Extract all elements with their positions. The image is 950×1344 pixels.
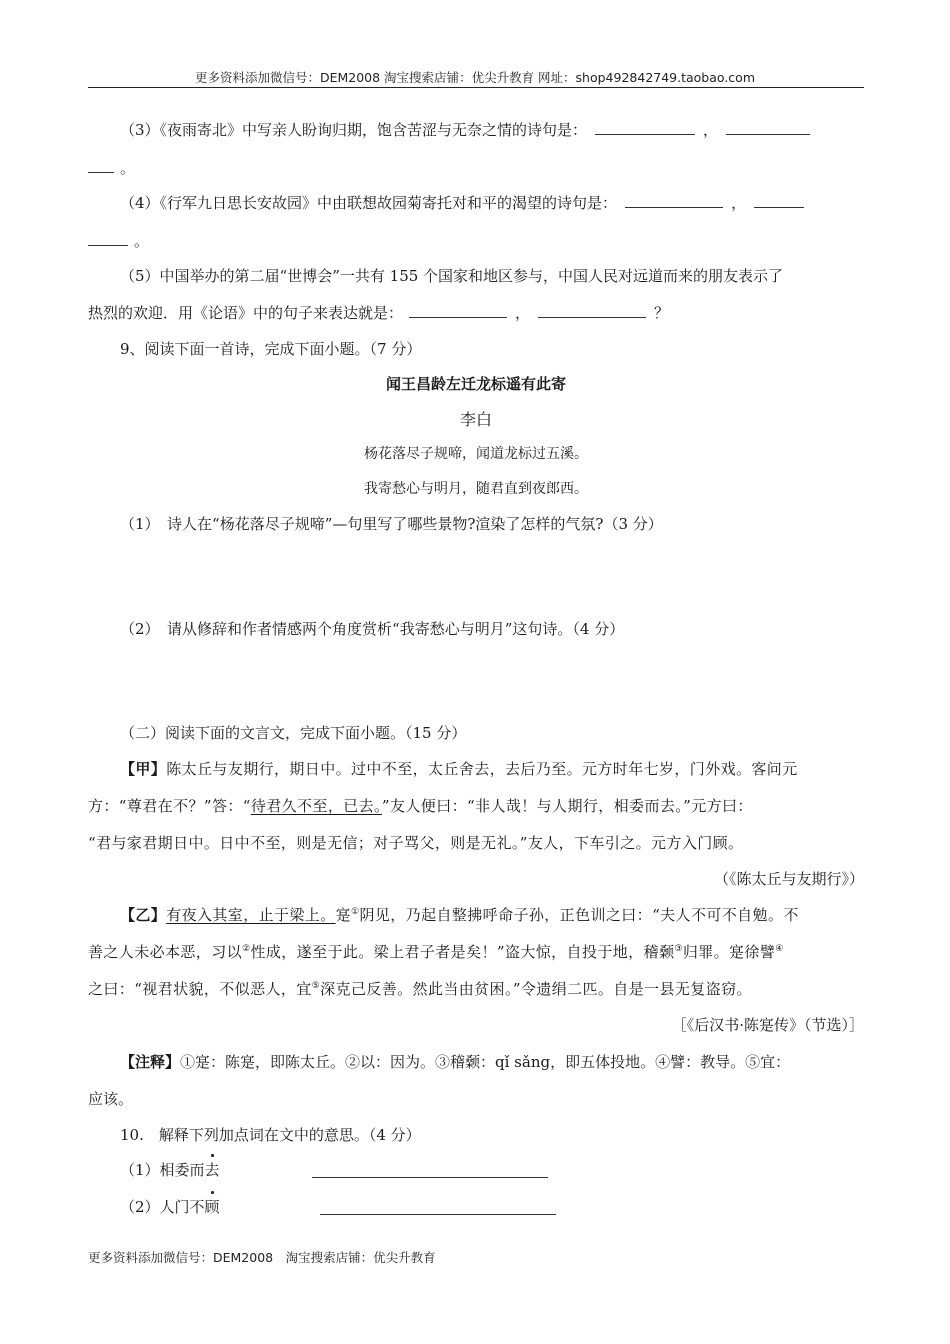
q8-item4 (120, 192, 804, 213)
q10-item2 (120, 1196, 220, 1217)
yi-source: ［《后汉书·陈寔传》（节选）］ (671, 1016, 864, 1034)
q8-item3-cont (88, 157, 135, 178)
jia-line-2 (88, 795, 753, 816)
q9-sub2: （2） 请从修辞和作者情感两个角度赏析“我寄愁心与明月”这句诗。（4 分） (120, 620, 625, 638)
header-rule (88, 87, 864, 88)
yi-tag: 【乙】 (120, 906, 167, 924)
comma: ， (703, 121, 719, 139)
q10-item1 (120, 1159, 220, 1180)
dotted-word: 顾 (204, 1198, 220, 1216)
yi-line-2 (88, 941, 784, 962)
poem-line-2: 我寄愁心与明月，随君直到夜郎西。 (364, 481, 588, 497)
q8-item3 (120, 119, 810, 140)
yi-text: 阴见，乃起自整拂呼命子孙，正色训之曰：“夫人不可不自勉。不 (359, 906, 799, 924)
answer-blank[interactable] (88, 230, 128, 246)
answer-blank[interactable] (538, 302, 646, 318)
jia-text: 陈太丘与友期行，期日中。过中不至，太丘舍去，去后乃至。元方时年七岁，门外戏。客问元 (166, 760, 798, 778)
underlined-sentence: 待君久不至，已去。 (250, 797, 382, 815)
yi-text: 性成，遂至于此。梁上君子者是矣！”盗大惊，自投于地，稽颡 (250, 943, 675, 961)
note-mark: ① (351, 907, 360, 917)
q10-prompt: 10. 解释下列加点词在文中的意思。（4 分） (120, 1126, 421, 1144)
q9-sub1: （1） 诗人在“杨花落尽子规啼”—句里写了哪些景物?渲染了怎样的气氛?（3 分） (120, 515, 663, 533)
notes-text: ①寔：陈寔，即陈太丘。②以：因为。③稽颡：qǐ sǎng，即五体投地。④譬：教导。⑤宜： (180, 1053, 791, 1071)
yi-text: 深克己反善。然此当由贫困。”令遗绢二匹。自是一县无复盗窃。 (320, 980, 752, 998)
underlined-sentence: 有夜入其室，止于梁上。 (166, 906, 336, 924)
note-mark: ⑤ (311, 981, 321, 991)
section2-prompt: （二）阅读下面的文言文，完成下面小题。（15 分） (120, 724, 467, 742)
jia-line-1 (120, 758, 798, 779)
comma: ， (515, 304, 531, 322)
q8-item3-tail: 。 (120, 159, 136, 177)
notes-line-2: 应该。 (88, 1090, 134, 1108)
q10-item1-text: （1）相委而 (120, 1161, 205, 1179)
q8-item4-cont (88, 230, 149, 251)
page-footer: 更多资料添加微信号：DEM2008 淘宝搜索店铺：优尖升教育 (88, 1250, 436, 1265)
answer-blank[interactable] (88, 157, 114, 173)
q8-item3-text: （3）《夜雨寄北》中写亲人盼询归期，饱含苦涩与无奈之情的诗句是： (120, 121, 588, 139)
answer-line[interactable] (320, 1214, 556, 1215)
yi-text: 寔 (335, 906, 352, 924)
jia-text: ”友人便曰：“非人哉！与人期行，相委而去。”元方曰： (381, 797, 753, 815)
poem-line-1: 杨花落尽子规啼，闻道龙标过五溪。 (364, 446, 588, 462)
q8-item5-line2 (88, 302, 669, 323)
answer-blank[interactable] (625, 192, 723, 208)
yi-line-1 (120, 904, 799, 925)
note-mark: ③ (674, 944, 683, 954)
answer-blank[interactable] (409, 302, 507, 318)
note-mark: ② (242, 944, 251, 954)
q9-prompt: 9、阅读下面一首诗，完成下面小题。（7 分） (120, 340, 422, 358)
note-mark: ④ (775, 944, 784, 954)
q8-item4-tail: 。 (134, 232, 150, 250)
notes-tag: 【注释】 (120, 1053, 181, 1071)
jia-source: （《陈太丘与友期行》） (713, 870, 864, 888)
answer-blank[interactable] (726, 119, 810, 135)
answer-blank[interactable] (595, 119, 695, 135)
poem-title: 闻王昌龄左迁龙标遥有此寄 (385, 375, 566, 393)
answer-blank[interactable] (754, 192, 804, 208)
yi-text: 之曰：“视君状貌，不似恶人，宜 (88, 980, 312, 998)
q8-item4-text: （4）《行军九日思长安故园》中由联想故园菊寄托对和平的渴望的诗句是： (120, 194, 618, 212)
yi-text: 善之人未必本恶，习以 (88, 943, 243, 961)
yi-line-3 (88, 978, 752, 999)
answer-line[interactable] (312, 1177, 548, 1178)
q8-item5-line1: （5）中国举办的第二届“世博会”一共有 155 个国家和地区参与，中国人民对远道而来的朋友表示了 (120, 267, 784, 285)
jia-line-3: “君与家君期日中。日中不至，则是无信；对子骂父，则是无礼。”友人，下车引之。元方入门顾。 (88, 834, 744, 852)
comma: ， (731, 194, 747, 212)
yi-text: 归罪。寔徐譬 (682, 943, 776, 961)
q10-item2-text: （2）人门不 (120, 1198, 205, 1216)
jia-text: 方：“尊君在不？”答：“ (88, 797, 251, 815)
page-header: 更多资料添加微信号：DEM2008 淘宝搜索店铺：优尖升教育 网址：shop492842749.taobao.com (194, 70, 756, 85)
dotted-word: 去 (204, 1161, 220, 1179)
jia-tag: 【甲】 (120, 760, 167, 778)
q8-item5-tail: ？ (654, 304, 670, 322)
notes-line-1 (120, 1051, 790, 1072)
poet: 李白 (459, 410, 492, 429)
q8-item5-text: 热烈的欢迎．用《论语》中的句子来表达就是： (88, 304, 404, 322)
